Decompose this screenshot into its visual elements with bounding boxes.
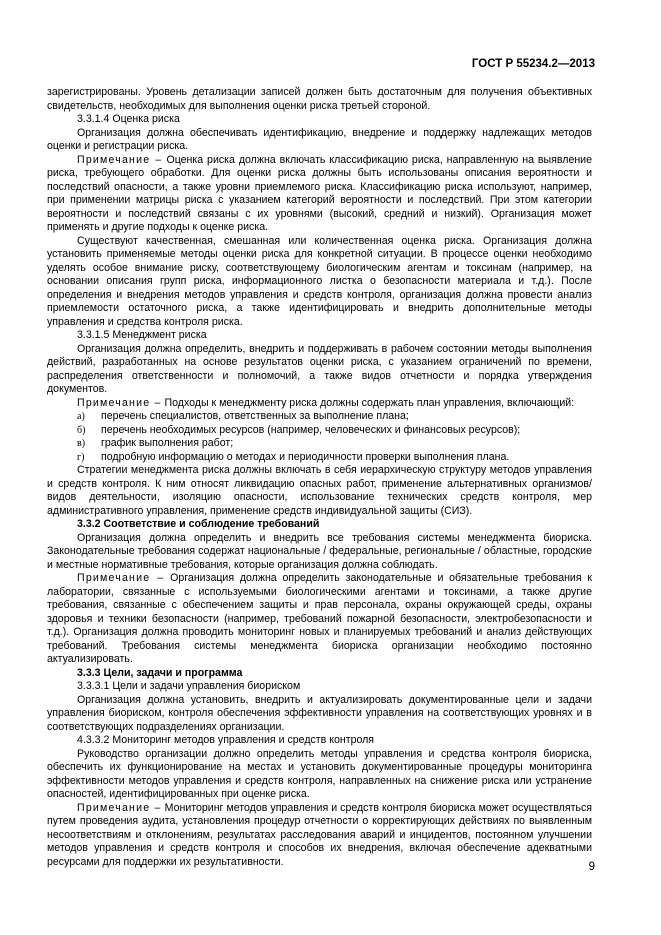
paragraph: Организация должна обеспечивать идентификацию, внедрение и поддержку надлежащих методов оценки и регистрации риска. — [47, 126, 592, 152]
note-paragraph — [47, 802, 592, 870]
note-label: Примечание – — [77, 396, 162, 409]
note-text: Организация должна определить законодательные и обязательные требования к лаборатории, связанные с используемыми биологическими агентами и токсинами, а также другие требования, связанные с обеспечением защиты и прав персонала, охраны окружающей среды, охраны здоровья и техники безопасности (например, требований пожарной безопасности, электробезопасности и т.д.). Организация должна проводить мониторинг новых и планируемых требований и анализ действующих требований. Требования системы менеджмента биориска организации необходимо постоянно актуализировать. — [47, 572, 592, 665]
plan-list — [47, 410, 592, 464]
paragraph: Стратегии менеджмента риска должны включать в себя иерархическую структуру методов управления и средств контроля. К ним относят ликвидацию опасных работ, применение альтернативных организмов/видов деятельности, изоляцию опасности, использование технических средств контроля, мер административного управления, применение средств индивидуальной защиты (СИЗ). — [47, 464, 592, 517]
list-marker: а) — [77, 411, 85, 422]
list-item — [47, 424, 592, 438]
page-number: 9 — [588, 861, 595, 873]
paragraph: Руководство организации должно определить методы управления и средства контроля биориска, обеспечить их функционирование на местах и установить документированные процедуры мониторинга эффективности методов управления и средств контроля, направленных на снижение риска или устранение опасностей, идентифицированных при оценке риска. — [47, 747, 592, 800]
paragraph: Существуют качественная, смешанная или количественная оценка риска. Организация должна установить применяемые методы оценки риска для конкретной ситуации. В процессе оценки необходимо уделять особое внимание риску, соответствующему биологическим агентам и токсинам (например, на основании описания групп риска, информационного листка о безопасности материала и т.д.). После определения и внедрения методов управления и средств контроля, организация должна провести анализ приемлемости остаточного риска, а также идентифицировать и внедрить дополнительные методы управления и средства контроля риска. — [47, 234, 592, 328]
list-marker: б) — [77, 424, 86, 436]
list-item — [47, 451, 592, 465]
list-marker: г) — [77, 451, 85, 463]
section-heading-3-3-3-1: 3.3.3.1 Цели и задачи управления биориском — [77, 680, 301, 692]
section-heading-3-3-2: 3.3.2 Соответствие и соблюдение требований — [77, 518, 320, 530]
list-item-text: подробную информацию о методах и периодичности проверки выполнения плана. — [101, 450, 510, 463]
list-item-text: перечень необходимых ресурсов (например, человеческих и финансовых ресурсов); — [101, 423, 521, 436]
section-heading-3-3-1-4: 3.3.1.4 Оценка риска — [77, 113, 180, 125]
note-text: Оценка риска должна включать классификацию риска, направленную на выявление риска, требующего обработки. Для оценки риска должны быть использованы описания вероятности и последствий опасности, а также уровни приемлемого риска. Классификацию риска используют, например, при применении матрицы риска с указанием категорий вероятности и последствий. При этом категории вероятности и последствий связаны с их уровнями (высокий, средний и низкий). Организация может применять и другие подходы к оценке риска. — [47, 153, 592, 233]
list-marker: в) — [77, 438, 86, 449]
note-paragraph — [47, 154, 592, 235]
list-item — [47, 410, 592, 424]
note-paragraph — [47, 397, 592, 411]
list-item-text: график выполнения работ; — [101, 437, 234, 449]
document-code: ГОСТ Р 55234.2—2013 — [471, 58, 595, 70]
list-item — [47, 437, 592, 451]
note-text: Подходы к менеджменту риска должны содержать план управления, включающий: — [164, 396, 575, 409]
note-text: Мониторинг методов управления и средств контроля биориска может осуществляться путем проведения аудита, установления процедур отчетности о корректирующих действиях по выявленным несоответствиям и отклонениям, результатах расследования аварий и инцидентов, постоянном улучшении методов управления и средств контроля и способов их внедрения, включая обеспечение адекватными ресурсами для поддержки их результативности. — [47, 801, 592, 868]
paragraph-continuation: зарегистрированы. Уровень детализации записей должен быть достаточным для получения объективных свидетельств, необходимых для выполнения оценки риска третьей стороной. — [47, 86, 592, 112]
paragraph: Организация должна определить и внедрить все требования системы менеджмента биориска. Законодательные требования содержат национальные / федеральные, региональные / областные, городские и местные нормативные требования, которые организация должна соблюдать. — [47, 531, 592, 571]
note-label: Примечание – — [77, 153, 163, 166]
note-label: Примечание – — [77, 572, 165, 584]
section-heading-4-3-3-2: 4.3.3.2 Мониторинг методов управления и средств контроля — [77, 734, 375, 746]
paragraph: Организация должна определить, внедрить и поддерживать в рабочем состоянии методы выполнения действий, разработанных на основе результатов оценки риска, с указанием ограничений по времени, распределения ответственности и полномочий, а также видов отчетности и порядка утверждения документов. — [47, 342, 592, 395]
note-paragraph — [47, 572, 592, 667]
document-body — [47, 86, 592, 869]
note-label: Примечание – — [77, 801, 162, 814]
section-heading-3-3-3: 3.3.3 Цели, задачи и программа — [77, 666, 243, 679]
paragraph: Организация должна установить, внедрить и актуализировать документированные цели и задачи управления биориском, контроля обеспечения эффективности управления на соответствующих уровнях и в соответствующих подразделениях организации. — [47, 693, 592, 733]
section-heading-3-3-1-5: 3.3.1.5 Менеджмент риска — [77, 329, 207, 341]
list-item-text: перечень специалистов, ответственных за выполнение плана; — [101, 410, 409, 422]
